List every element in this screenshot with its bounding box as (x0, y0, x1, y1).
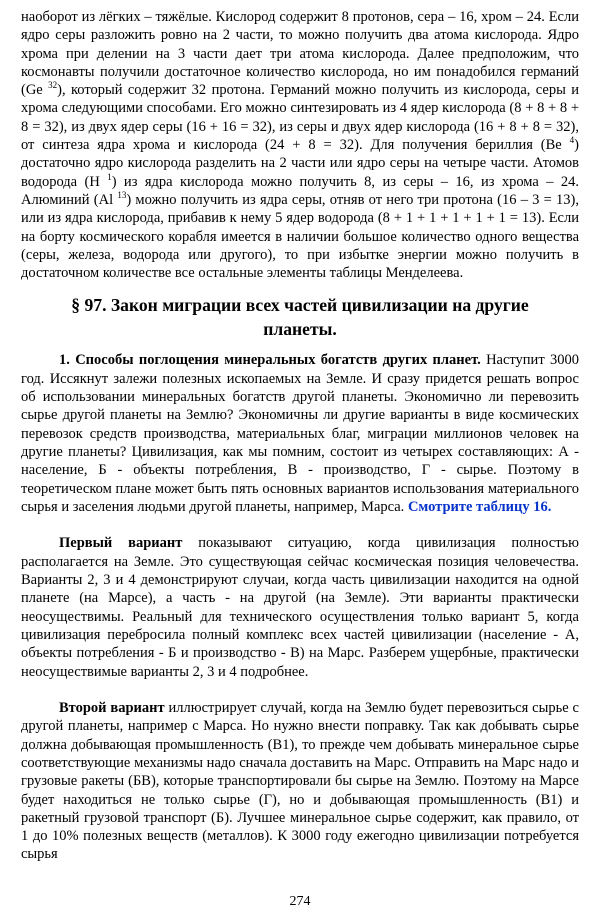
paragraph (21, 699, 579, 864)
text-run: наоборот из лёгких – тяжёлые. Кислород содержит 8 протонов, сера – 16, хром – 24. Если ядро серы разложить ровно на 2 части, то можно получить два атома кислорода. Ядро хрома при делении на 3 части дает три атома кислорода. Далее предположим, что космонавты получили достаточное количество кислорода, но им понадобился германий (Ge (21, 9, 579, 99)
text-run: Второй вариант (59, 700, 165, 717)
text-run: ) из ядра кислорода можно получить 8, из серы – 16, из хрома – 24. Алюминий (Al (21, 173, 579, 208)
text-run: ) достаточно ядро кислорода разделить на 2 части или ядро серы на четыре части. Атомов водорода (H (21, 137, 579, 190)
paragraph (21, 8, 579, 282)
text-run: ) можно получить из ядра серы, отняв от него три протона (16 – 3 = 13), или из ядра кислорода, прибавив к нему 5 ядер водорода (8 + 1 + 1 + 1 + 1 + 1 = 13). Если на борту космического корабля имеется в наличии большое количество одного вещества (серы, железа, водорода или другого), то при избытке энергии можно получить в достаточном количестве все остальные элементы таблицы Менделеева. (21, 191, 579, 282)
text-run: Наступит 3000 год. Иссякнут залежи полезных ископаемых на Земле. И сразу придется решать вопрос об использовании минеральных богатств другой планеты. Экономично ли перевозить сырье другой планеты на Землю? Экономичны ли другие варианты в виде космических перевозок средств производства, материальных благ, миграции миллионов человек на другие планеты? Цивилизация, как мы помним, состоит из четырех составляющих: А - население, Б - объекты потребления, В - производство, Г - сырье. Поэтому в теоретическом плане может быть пять основных вариантов использования материального сырья и заселения людьми другой планеты, например, Марса. (21, 352, 579, 515)
superscript: 32 (48, 80, 58, 91)
text-run: иллюстрирует случай, когда на Землю будет перевозиться сырье с другой планеты, например с Марса. Но нужно внести поправку. Так как добывать сырье должна добывающая промышленность (В1), то прежде чем добывать минеральное сырье соответствующие механизмы надо сначала доставить на Марс. Отправить на Марс надо и грузовые ракеты (БВ), которые транспортировали бы сырье на Землю. Поэтому на Марсе будет находиться не только сырье (Г), но и добывающая промышленность (В1) и ракетный грузовой транспорт (Б). Лучшее минеральное сырье содержит, как правило, от 1 до 10% полезных веществ (металлов). К 3000 году ежегодно цивилизации потребуется сырья (21, 700, 579, 863)
section-heading: § 97. Закон миграции всех частей цивилизации на другие планеты. (71, 295, 529, 339)
superscript: 13 (117, 190, 127, 201)
superscript: 1 (107, 171, 112, 182)
document-content (21, 8, 579, 864)
table-reference-link[interactable]: Смотрите таблицу 16. (407, 498, 552, 515)
text-run: ), который содержит 32 протона. Германий можно получить из кислорода, серы и хрома следующими способами. Его можно синтезировать из 4 ядер кислорода (8 + 8 + 8 + 8 = 32), из двух ядер серы (16 + 16 = 32), из серы и двух ядер кислорода (16 + 8 + 8 = 32), от синтеза ядра хрома и кислорода (24 + 8 = 32). Для получения бериллия (Be (21, 82, 579, 154)
text-run: 1. Способы поглощения минеральных богатств других планет. (59, 352, 481, 369)
page-number: 274 (289, 894, 311, 909)
superscript: 4 (569, 135, 575, 146)
text-run: Первый вариант (59, 535, 183, 552)
text-run: показывают ситуацию, когда цивилизация полностью располагается на Земле. Это существующая сейчас космическая позиция человечества. Варианты 2, 3 и 4 демонстрируют случаи, когда часть цивилизации находится на одной планете (на Марсе), а часть - на другой (на Земле). Эти варианты практически неосуществимы. Реальный для технического осуществления только вариант 5, когда цивилизация перебросила полный комплекс всех частей цивилизации (население - А, объекты потребления - Б и производство - В) на Марс. Разберем ущербные, практически неосуществимые варианты 2, 3 и 4 подробнее. (21, 535, 579, 680)
paragraph (21, 534, 579, 680)
paragraph (21, 351, 579, 516)
